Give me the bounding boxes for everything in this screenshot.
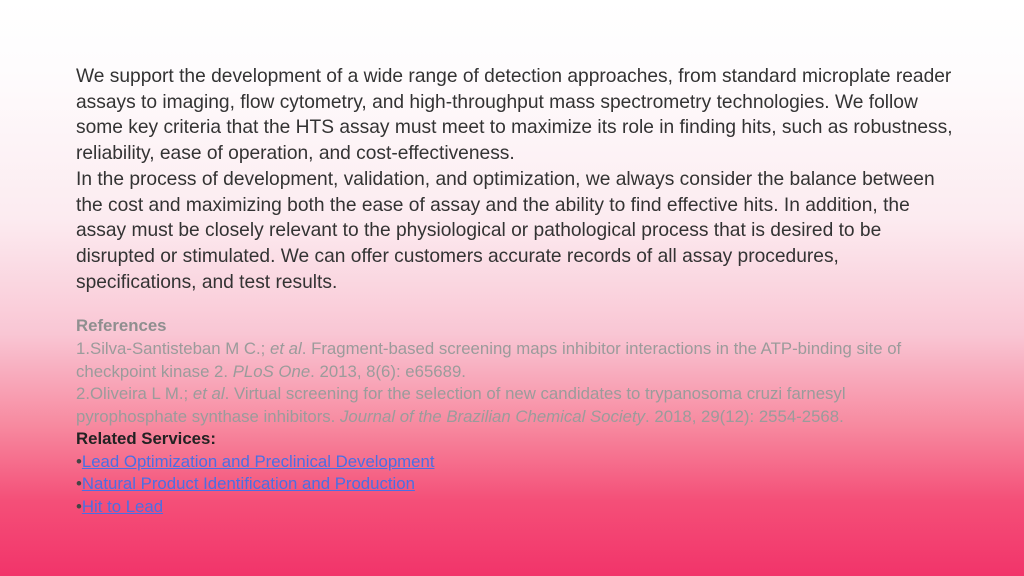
reference-title: . Fragment-based screening maps inhibitor interactions in the ATP-binding site of checkpoint kinase 2.	[76, 338, 902, 381]
reference-etal: et al	[192, 384, 225, 404]
body-paragraph-2: In the process of development, validation, and optimization, we always consider the balance between the cost and maximizing both the ease of assay and the ability to find effective hits. In addition, the assay must be closely relevant to the physiological or pathological process that is desired to be disrupted or stimulated. We can offer customers accurate records of all assay procedures, specifications, and test results.	[76, 168, 935, 293]
related-service-link-natural-product[interactable]: Natural Product Identification and Production	[81, 474, 415, 494]
reference-item-1	[76, 338, 956, 383]
related-service-link-lead-optimization[interactable]: Lead Optimization and Preclinical Development	[81, 451, 435, 471]
bullet-icon: •	[76, 474, 82, 494]
related-service-item	[76, 496, 956, 519]
reference-journal: PLoS One	[232, 361, 311, 381]
related-services-heading: Related Services:	[76, 429, 216, 449]
reference-etal: et al	[270, 338, 302, 358]
reference-authors: Oliveira L M.;	[90, 384, 193, 404]
body-paragraph-1: We support the development of a wide range of detection approaches, from standard microplate reader assays to imaging, flow cytometry, and high-throughput mass spectrometry technologies. We follow some key criteria that the HTS assay must meet to maximize its role in finding hits, such as robustness, reliability, ease of operation, and cost-effectiveness.	[76, 66, 953, 165]
reference-citation: . 2013, 8(6): e65689.	[310, 361, 466, 381]
reference-item-2	[76, 383, 956, 428]
bullet-icon: •	[76, 451, 82, 471]
reference-number: 2.	[76, 384, 90, 404]
reference-number: 1.	[76, 338, 90, 358]
document-content	[76, 64, 956, 519]
reference-title: . Virtual screening for the selection of new candidates to trypanosoma cruzi farnesyl pyrophosphate synthase inhibitors.	[76, 384, 846, 426]
reference-journal: Journal of the Brazilian Chemical Society	[340, 406, 646, 426]
related-services-section	[76, 428, 956, 518]
references-heading: References	[76, 316, 167, 336]
reference-citation: . 2018, 29(12): 2554-2568.	[645, 406, 844, 426]
related-service-item	[76, 451, 956, 474]
related-service-link-hit-to-lead[interactable]: Hit to Lead	[81, 497, 164, 517]
reference-authors: Silva-Santisteban M C.;	[90, 338, 271, 358]
related-service-item	[76, 473, 956, 496]
references-section	[76, 315, 956, 428]
bullet-icon: •	[76, 497, 82, 517]
